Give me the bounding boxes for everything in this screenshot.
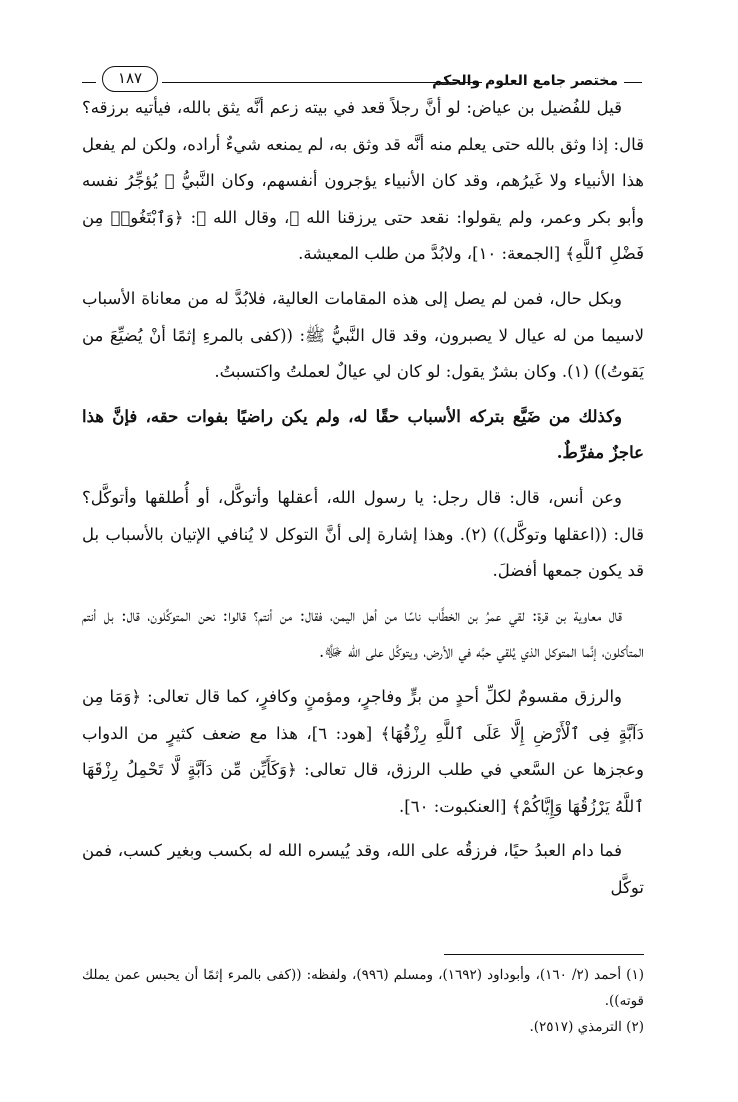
paragraph-muawiya: قال معاوية بن قرة: لقي عمرُ بن الخطَّاب ناسًا من أهل اليمن، فقال: من أنتم؟ قالوا: نحن المتوكِّلون، قال: بل أنتم المتأكلون، إنَّما المتوكل الذي يُلقي حبَّه في الأرض، ويتوكَّل على الله ﷻ.	[82, 605, 644, 662]
paragraph-means: وبكل حال، فمن لم يصل إلى هذه المقامات العالية، فلابُدَّ له من معاناة الأسباب لاسيما من له عيال لا يصبرون، وقد قال النَّبيُّ ﷺ: ((كفى بالمرءِ إثمًا أنْ يُضيِّعَ من يَقوتُ)) (١). وكان بشرٌ يقول: لو كان لي عيالٌ لعملتُ واكتسبتُ.	[82, 288, 644, 382]
main-text	[82, 90, 644, 914]
book-title: مختصر جامع العلوم والحكم	[432, 73, 618, 89]
header-rule-left	[82, 82, 96, 83]
paragraph-neglect: وكذلك من ضَيَّع بتركه الأسباب حقًا له، ولم يكن راضيًا بفوات حقه، فإنَّ هذا عاجزٌ مفرِّطٌ.	[82, 406, 644, 463]
paragraph-sustenance: والرزق مقسومٌ لكلِّ أحدٍ من برٍّ وفاجرٍ، ومؤمنٍ وكافرٍ، كما قال تعالى: ﴿وَمَا مِن دَآبَّةٍ فِى ٱلْأَرْضِ إِلَّا عَلَى ٱللَّهِ رِزْقُهَا﴾ [هود: ٦]، هذا مع ضعف كثيرٍ من الدواب وعجزها عن السَّعي في طلب الرزق، قال تعالى: ﴿وَكَأَيِّن مِّن دَآبَّةٍ لَّا تَحْمِلُ رِزْقَهَا ٱللَّهُ يَرْزُقُهَا وَإِيَّاكُمْ﴾ [العنكبوت: ٦٠].	[82, 686, 644, 816]
footnote-2: (٢) الترمذي (٢٥١٧).	[529, 1019, 644, 1035]
paragraph-fudayl: قيل للفُضيل بن عياض: لو أنَّ رجلاً قعد في بيته زعم أنَّه يثق بالله، فيأتيه برزقه؟ قال: إذا وثق بالله حتى يعلم منه أنَّه قد وثق به، لم يمنعه شيءٌ أراده، ولكن لم يفعل هذا الأنبياء ولا غَيرُهم، وقد كان الأنبياء يؤجرون أنفسهم، وكان النَّبيُّ ﷺ يُؤجِّرُ نفسه وأبو بكر وعمر، ولم يقولوا: نقعد حتى يرزقنا الله ﷻ، وقال الله ﷻ: ﴿وَٱبْتَغُوا۟ مِن فَضْلِ ٱللَّهِ﴾ [الجمعة: ١٠]، ولابُدَّ من طلب المعيشة.	[82, 98, 644, 264]
footnote-separator	[444, 954, 644, 955]
paragraph-alive: فما دام العبدُ حيًا، فرزقُه على الله، وقد يُيسره الله له بكسب وبغير كسب، فمن توكَّل	[82, 841, 644, 897]
header-rule-right	[624, 82, 642, 83]
paragraph-anas: وعن أنس، قال: قال رجل: يا رسول الله، أعقلها وأتوكَّل، أو أُطلقها وأتوكَّل؟ قال: ((اعقلها وتوكَّل)) (٢). وهذا إشارة إلى أنَّ التوكل لا يُنافي الإتيان بالأسباب بل قد يكون جمعها أفضلَ.	[82, 487, 644, 581]
header-rule-middle	[162, 82, 482, 83]
footnotes	[82, 962, 644, 1040]
footnote-1: (١) أحمد (٢/ ١٦٠)، وأبوداود (١٦٩٢)، ومسلم (٩٩٦)، ولفظه: ((كفى بالمرء إثمًا أن يحبس عمن يملك قوته)).	[82, 967, 644, 1009]
page-number: ١٨٧	[102, 66, 158, 92]
